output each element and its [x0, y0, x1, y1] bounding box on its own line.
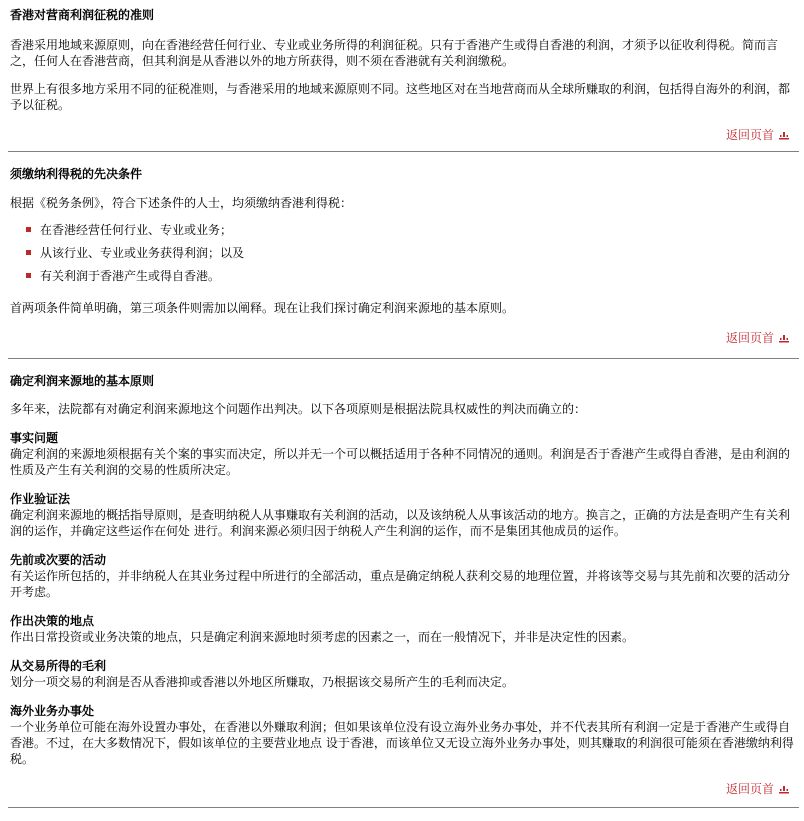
section-source-principles [0, 359, 804, 797]
paragraph: 多年来，法院都有对确定利润来源地这个问题作出判决。以下各项原则是根据法院具权威性的判决而确立的： [10, 402, 587, 416]
back-to-top-label: 返回页首 [725, 782, 774, 796]
back-to-top-row [10, 781, 796, 797]
list-item: 从该行业、专业或业务获得利润；以及 [10, 245, 796, 268]
back-to-top-link[interactable] [726, 128, 790, 142]
paragraph: 根据《税务条例》，符合下述条件的人士，均须缴纳香港利得税： [10, 196, 353, 210]
principle-title: 作业验证法 [10, 492, 71, 506]
principle-title: 从交易所得的毛利 [10, 659, 107, 673]
principle-title: 先前或次要的活动 [10, 553, 107, 567]
principle-text: 一个业务单位可能在海外设置办事处，在香港以外赚取利润；但如果该单位没有设立海外业务办事处，并不代表其所有利润一定是于香港产生或得自香港。不过，在大多数情况下，假如该单位的主要营业地点 设于香港，而该单位又无设立海外业务办事处，则其赚取的利润很可能须在香港缴纳利得税。 [10, 720, 794, 766]
back-to-top-icon [778, 334, 790, 343]
list-item: 有关利润于香港产生或得自香港。 [10, 268, 796, 291]
principle-item [10, 430, 796, 478]
back-to-top-link[interactable] [726, 782, 790, 796]
principle-text: 确定利润的来源地须根据有关个案的事实而决定，所以并无一个可以概括适用于各种不同情况的通则。利润是否于香港产生或得自香港，是由利润的性质及产生有关利润的交易的性质所决定。 [10, 447, 791, 477]
paragraph: 香港采用地域来源原则，向在香港经营任何行业、专业或业务所得的利润征税。只有于香港产生或得自香港的利润，才须予以征收利得税。简而言之，任何人在香港营商，但其利润是从香港以外的地方所获得，则不须在香港就有关利润缴税。 [10, 38, 779, 68]
section-divider [8, 807, 799, 808]
principle-text: 有关运作所包括的，并非纳税人在其业务过程中所进行的全部活动，重点是确定纳税人获利交易的地理位置，并将该等交易与其先前和次要的活动分开考虑。 [10, 569, 791, 599]
principle-title: 作出决策的地点 [10, 614, 95, 628]
back-to-top-icon [778, 785, 790, 794]
condition-list [10, 222, 796, 291]
section-heading: 香港对营商利润征税的准则 [10, 8, 155, 22]
back-to-top-label: 返回页首 [725, 331, 774, 345]
list-item: 在香港经营任何行业、专业或业务； [10, 222, 796, 245]
section-profits-tax-principle [0, 0, 804, 143]
back-to-top-label: 返回页首 [725, 128, 774, 142]
principle-title: 事实问题 [10, 431, 59, 445]
back-to-top-row [10, 330, 796, 346]
section-heading: 确定利润来源地的基本原则 [10, 374, 155, 388]
section-preconditions [0, 152, 804, 346]
principle-item [10, 703, 796, 767]
principle-title: 海外业务办事处 [10, 704, 95, 718]
principle-text: 作出日常投资或业务决策的地点，只是确定利润来源地时须考虑的因素之一，而在一般情况下，并非是决定性的因素。 [10, 630, 635, 644]
back-to-top-row [10, 127, 796, 143]
principle-item [10, 552, 796, 600]
principle-item [10, 491, 796, 539]
paragraph: 世界上有很多地方采用不同的征税准则，与香港采用的地域来源原则不同。这些地区对在当地营商而从全球所赚取的利润，包括得自海外的利润，都予以征税。 [10, 82, 791, 112]
principle-item [10, 613, 796, 645]
principle-item [10, 658, 796, 690]
principle-text: 划分一项交易的利润是否从香港抑或香港以外地区所赚取，乃根据该交易所产生的毛利而决定。 [10, 675, 515, 689]
paragraph: 首两项条件简单明确，第三项条件则需加以阐释。现在让我们探讨确定利润来源地的基本原则。 [10, 301, 515, 315]
back-to-top-icon [778, 131, 790, 140]
back-to-top-link[interactable] [726, 331, 790, 345]
principle-text: 确定利润来源地的概括指导原则，是查明纳税人从事赚取有关利润的活动，以及该纳税人从事该活动的地方。换言之，正确的方法是查明产生有关利润的运作，并确定这些运作在何处 进行。利润来源必须归因于纳税人产生利润的运作，而不是集团其他成员的运作。 [10, 508, 791, 538]
section-heading: 须缴纳利得税的先决条件 [10, 167, 143, 181]
